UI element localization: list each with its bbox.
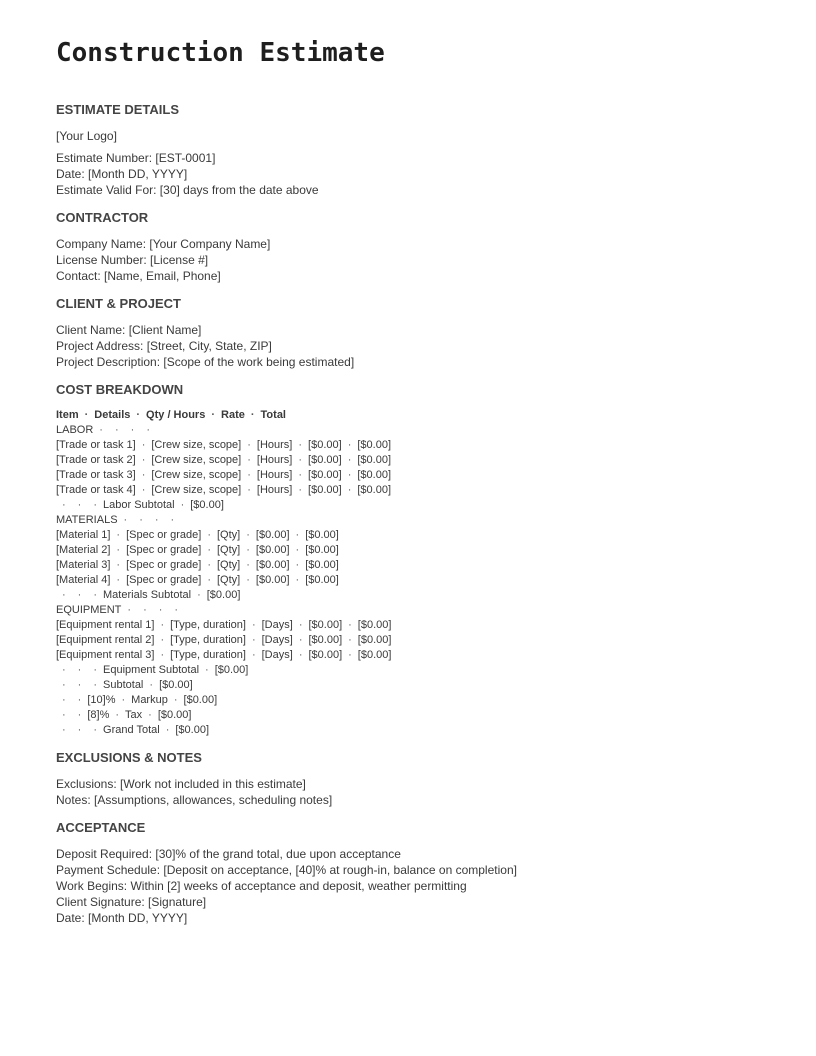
separator: · xyxy=(170,514,175,526)
separator: · xyxy=(197,589,201,601)
exclusions-notes-section xyxy=(56,750,776,808)
table-row xyxy=(56,453,776,468)
separator: · xyxy=(165,724,170,736)
separator: · xyxy=(154,514,159,526)
separator: · xyxy=(77,724,82,736)
separator: · xyxy=(130,424,135,436)
separator: · xyxy=(295,574,300,586)
cell: [$0.00] xyxy=(308,484,342,496)
separator: · xyxy=(62,709,66,721)
cell: [$0.00] xyxy=(190,499,224,511)
separator: · xyxy=(207,529,211,541)
separator: · xyxy=(141,439,146,451)
cell: [Type, duration] xyxy=(170,619,246,631)
section-heading: CONTRACTOR xyxy=(56,210,149,225)
cell: [Hours] xyxy=(256,439,293,451)
table-row xyxy=(56,618,776,633)
separator: · xyxy=(295,544,300,556)
deposit-required: Deposit Required: [30]% of the grand total, due upon acceptance xyxy=(56,847,401,861)
client-project-section xyxy=(56,296,776,370)
cell: [Trade or task 1] xyxy=(56,439,136,451)
cell: [$0.00] xyxy=(206,589,241,601)
cell: Qty / Hours xyxy=(146,409,206,421)
table-row xyxy=(56,678,776,693)
estimate-number: Estimate Number: [EST-0001] xyxy=(56,151,216,165)
separator: · xyxy=(62,499,66,511)
cell: [$0.00] xyxy=(308,649,343,661)
separator: · xyxy=(93,499,98,511)
cell: [Trade or task 4] xyxy=(56,484,136,496)
separator: · xyxy=(62,694,66,706)
cost-breakdown-section xyxy=(56,382,776,738)
cell: [10]% xyxy=(87,694,116,706)
project-address: Project Address: [Street, City, State, ZIP] xyxy=(56,339,272,353)
cell: [Crew size, scope] xyxy=(151,439,242,451)
table-row xyxy=(56,423,776,438)
cell: Tax xyxy=(125,709,143,721)
section-heading: ACCEPTANCE xyxy=(56,820,146,835)
separator: · xyxy=(211,409,216,421)
separator: · xyxy=(148,709,152,721)
cell: [Material 4] xyxy=(56,574,111,586)
separator: · xyxy=(93,679,98,691)
separator: · xyxy=(247,439,251,451)
table-row xyxy=(56,498,776,513)
client-name: Client Name: [Client Name] xyxy=(56,323,202,337)
separator: · xyxy=(247,484,251,496)
separator: · xyxy=(99,424,103,436)
separator: · xyxy=(347,469,352,481)
table-row xyxy=(56,648,776,663)
cell: [Hours] xyxy=(256,469,293,481)
separator: · xyxy=(93,589,98,601)
separator: · xyxy=(77,499,82,511)
table-row xyxy=(56,558,776,573)
cell: [$0.00] xyxy=(357,454,391,466)
table-row xyxy=(56,663,776,678)
cell: [Trade or task 3] xyxy=(56,469,136,481)
acceptance-date: Date: [Month DD, YYYY] xyxy=(56,911,188,925)
table-row xyxy=(56,723,776,738)
cell: [Material 2] xyxy=(56,544,111,556)
separator: · xyxy=(116,559,121,571)
section-heading: CLIENT & PROJECT xyxy=(56,296,181,311)
separator: · xyxy=(348,619,352,631)
separator: · xyxy=(62,724,66,736)
table-header-row xyxy=(56,408,776,423)
cell: [Type, duration] xyxy=(170,649,246,661)
section-heading: EXCLUSIONS & NOTES xyxy=(56,750,202,765)
section-heading: COST BREAKDOWN xyxy=(56,382,184,397)
payment-schedule: Payment Schedule: [Deposit on acceptance, [40]% at rough-in, balance on completion] xyxy=(56,863,517,877)
cell: [Qty] xyxy=(216,559,241,571)
separator: · xyxy=(246,544,250,556)
work-begins: Work Begins: Within [2] weeks of acceptance and deposit, weather permitting xyxy=(56,879,467,893)
cell: [Spec or grade] xyxy=(126,544,202,556)
cell: [Hours] xyxy=(256,484,293,496)
cell: [$0.00] xyxy=(255,529,290,541)
separator: · xyxy=(298,454,303,466)
table-row xyxy=(56,543,776,558)
separator: · xyxy=(295,529,300,541)
cell: [Trade or task 2] xyxy=(56,454,136,466)
cell: [Crew size, scope] xyxy=(151,469,242,481)
cell: [$0.00] xyxy=(214,664,249,676)
separator: · xyxy=(123,514,128,526)
cell: [$0.00] xyxy=(357,634,392,646)
separator: · xyxy=(298,649,303,661)
table-row xyxy=(56,483,776,498)
cell: [Spec or grade] xyxy=(126,574,202,586)
cell: Item xyxy=(56,409,79,421)
separator: · xyxy=(247,469,251,481)
separator: · xyxy=(174,604,179,616)
table-row xyxy=(56,633,776,648)
cell: [$0.00] xyxy=(305,559,339,571)
separator: · xyxy=(347,454,352,466)
cell: EQUIPMENT xyxy=(56,604,122,616)
separator: · xyxy=(298,439,303,451)
separator: · xyxy=(116,574,121,586)
separator: · xyxy=(347,484,352,496)
separator: · xyxy=(139,514,143,526)
separator: · xyxy=(348,649,352,661)
separator: · xyxy=(160,649,165,661)
estimate-details-section xyxy=(56,102,776,198)
separator: · xyxy=(77,709,82,721)
cell: [$0.00] xyxy=(357,469,391,481)
separator: · xyxy=(348,634,352,646)
cell: [Equipment rental 2] xyxy=(56,634,155,646)
cell: [Spec or grade] xyxy=(126,529,202,541)
separator: · xyxy=(180,499,185,511)
cell: [$0.00] xyxy=(357,649,392,661)
table-row xyxy=(56,693,776,708)
company-name: Company Name: [Your Company Name] xyxy=(56,237,271,251)
project-description: Project Description: [Scope of the work being estimated] xyxy=(56,355,355,369)
separator: · xyxy=(246,529,250,541)
separator: · xyxy=(77,589,82,601)
cell: Rate xyxy=(221,409,245,421)
separator: · xyxy=(246,559,250,571)
cell: [$0.00] xyxy=(308,634,343,646)
cell: [Material 3] xyxy=(56,559,111,571)
separator: · xyxy=(207,544,211,556)
separator: · xyxy=(251,649,256,661)
separator: · xyxy=(173,694,178,706)
separator: · xyxy=(121,694,126,706)
cell: [$0.00] xyxy=(183,694,218,706)
separator: · xyxy=(136,409,141,421)
cell: [$0.00] xyxy=(308,439,342,451)
separator: · xyxy=(93,664,98,676)
separator: · xyxy=(298,619,303,631)
cell: Markup xyxy=(131,694,168,706)
separator: · xyxy=(116,544,121,556)
cell: [$0.00] xyxy=(255,574,290,586)
cell: Materials Subtotal xyxy=(103,589,192,601)
cell: [$0.00] xyxy=(308,454,342,466)
cell: LABOR xyxy=(56,424,94,436)
license-number: License Number: [License #] xyxy=(56,253,209,267)
separator: · xyxy=(115,709,120,721)
notes-line: Notes: [Assumptions, allowances, scheduling notes] xyxy=(56,793,333,807)
cell: [Qty] xyxy=(216,544,241,556)
cell: [Days] xyxy=(261,649,293,661)
cell: [$0.00] xyxy=(305,544,339,556)
estimate-valid-for: Estimate Valid For: [30] days from the date above xyxy=(56,183,319,197)
cell: [Crew size, scope] xyxy=(151,454,242,466)
cell: [$0.00] xyxy=(159,679,193,691)
contractor-section xyxy=(56,210,776,284)
cell: Labor Subtotal xyxy=(103,499,175,511)
separator: · xyxy=(62,679,66,691)
cell: [$0.00] xyxy=(305,529,339,541)
cell: [8]% xyxy=(87,709,110,721)
cell: [Crew size, scope] xyxy=(151,484,242,496)
separator: · xyxy=(62,589,66,601)
cell: [Equipment rental 1] xyxy=(56,619,155,631)
separator: · xyxy=(250,409,255,421)
logo-placeholder: [Your Logo] xyxy=(56,129,117,143)
table-row xyxy=(56,573,776,588)
table-row xyxy=(56,468,776,483)
cell: [Material 1] xyxy=(56,529,111,541)
cell: Equipment Subtotal xyxy=(103,664,200,676)
cell: [$0.00] xyxy=(357,619,392,631)
cell: Subtotal xyxy=(103,679,144,691)
separator: · xyxy=(143,604,147,616)
contact: Contact: [Name, Email, Phone] xyxy=(56,269,221,283)
separator: · xyxy=(77,694,82,706)
separator: · xyxy=(298,634,303,646)
acceptance-section xyxy=(56,820,776,926)
separator: · xyxy=(77,679,82,691)
cell: [$0.00] xyxy=(357,484,391,496)
separator: · xyxy=(251,619,256,631)
cell: [Equipment rental 3] xyxy=(56,649,155,661)
separator: · xyxy=(251,634,256,646)
separator: · xyxy=(207,559,211,571)
cell: [$0.00] xyxy=(305,574,339,586)
cell: [$0.00] xyxy=(255,559,290,571)
cell: Grand Total xyxy=(103,724,160,736)
separator: · xyxy=(295,559,300,571)
separator: · xyxy=(93,724,98,736)
cell: [$0.00] xyxy=(255,544,290,556)
separator: · xyxy=(160,619,165,631)
separator: · xyxy=(347,439,352,451)
separator: · xyxy=(62,664,66,676)
cell: Total xyxy=(260,409,286,421)
cell: [Days] xyxy=(261,634,293,646)
separator: · xyxy=(149,679,154,691)
estimate-date: Date: [Month DD, YYYY] xyxy=(56,167,188,181)
separator: · xyxy=(160,634,165,646)
cost-breakdown-list xyxy=(56,408,776,738)
cell: [Days] xyxy=(261,619,293,631)
separator: · xyxy=(298,484,303,496)
separator: · xyxy=(207,574,211,586)
cell: [Spec or grade] xyxy=(126,559,202,571)
cell: [Hours] xyxy=(256,454,293,466)
separator: · xyxy=(141,484,146,496)
separator: · xyxy=(141,454,146,466)
cell: [$0.00] xyxy=(175,724,209,736)
cell: [Type, duration] xyxy=(170,634,246,646)
cell: [$0.00] xyxy=(157,709,192,721)
cell: [Qty] xyxy=(216,529,241,541)
separator: · xyxy=(114,424,119,436)
separator: · xyxy=(247,454,251,466)
separator: · xyxy=(205,664,209,676)
table-row xyxy=(56,528,776,543)
separator: · xyxy=(246,574,250,586)
table-row xyxy=(56,438,776,453)
separator: · xyxy=(84,409,89,421)
separator: · xyxy=(298,469,303,481)
cell: Details xyxy=(94,409,131,421)
separator: · xyxy=(146,424,150,436)
cell: [$0.00] xyxy=(357,439,391,451)
separator: · xyxy=(158,604,163,616)
separator: · xyxy=(141,469,146,481)
table-row xyxy=(56,708,776,723)
section-heading: ESTIMATE DETAILS xyxy=(56,102,180,117)
cell: [Qty] xyxy=(216,574,241,586)
client-signature: Client Signature: [Signature] xyxy=(56,895,207,909)
separator: · xyxy=(77,664,82,676)
cell: [$0.00] xyxy=(308,469,342,481)
exclusions-line: Exclusions: [Work not included in this estimate] xyxy=(56,777,306,791)
cell: [$0.00] xyxy=(308,619,343,631)
cell: MATERIALS xyxy=(56,514,118,526)
table-row xyxy=(56,588,776,603)
table-row xyxy=(56,513,776,528)
table-row xyxy=(56,603,776,618)
separator: · xyxy=(127,604,132,616)
page-title: Construction Estimate xyxy=(56,38,385,68)
separator: · xyxy=(116,529,121,541)
